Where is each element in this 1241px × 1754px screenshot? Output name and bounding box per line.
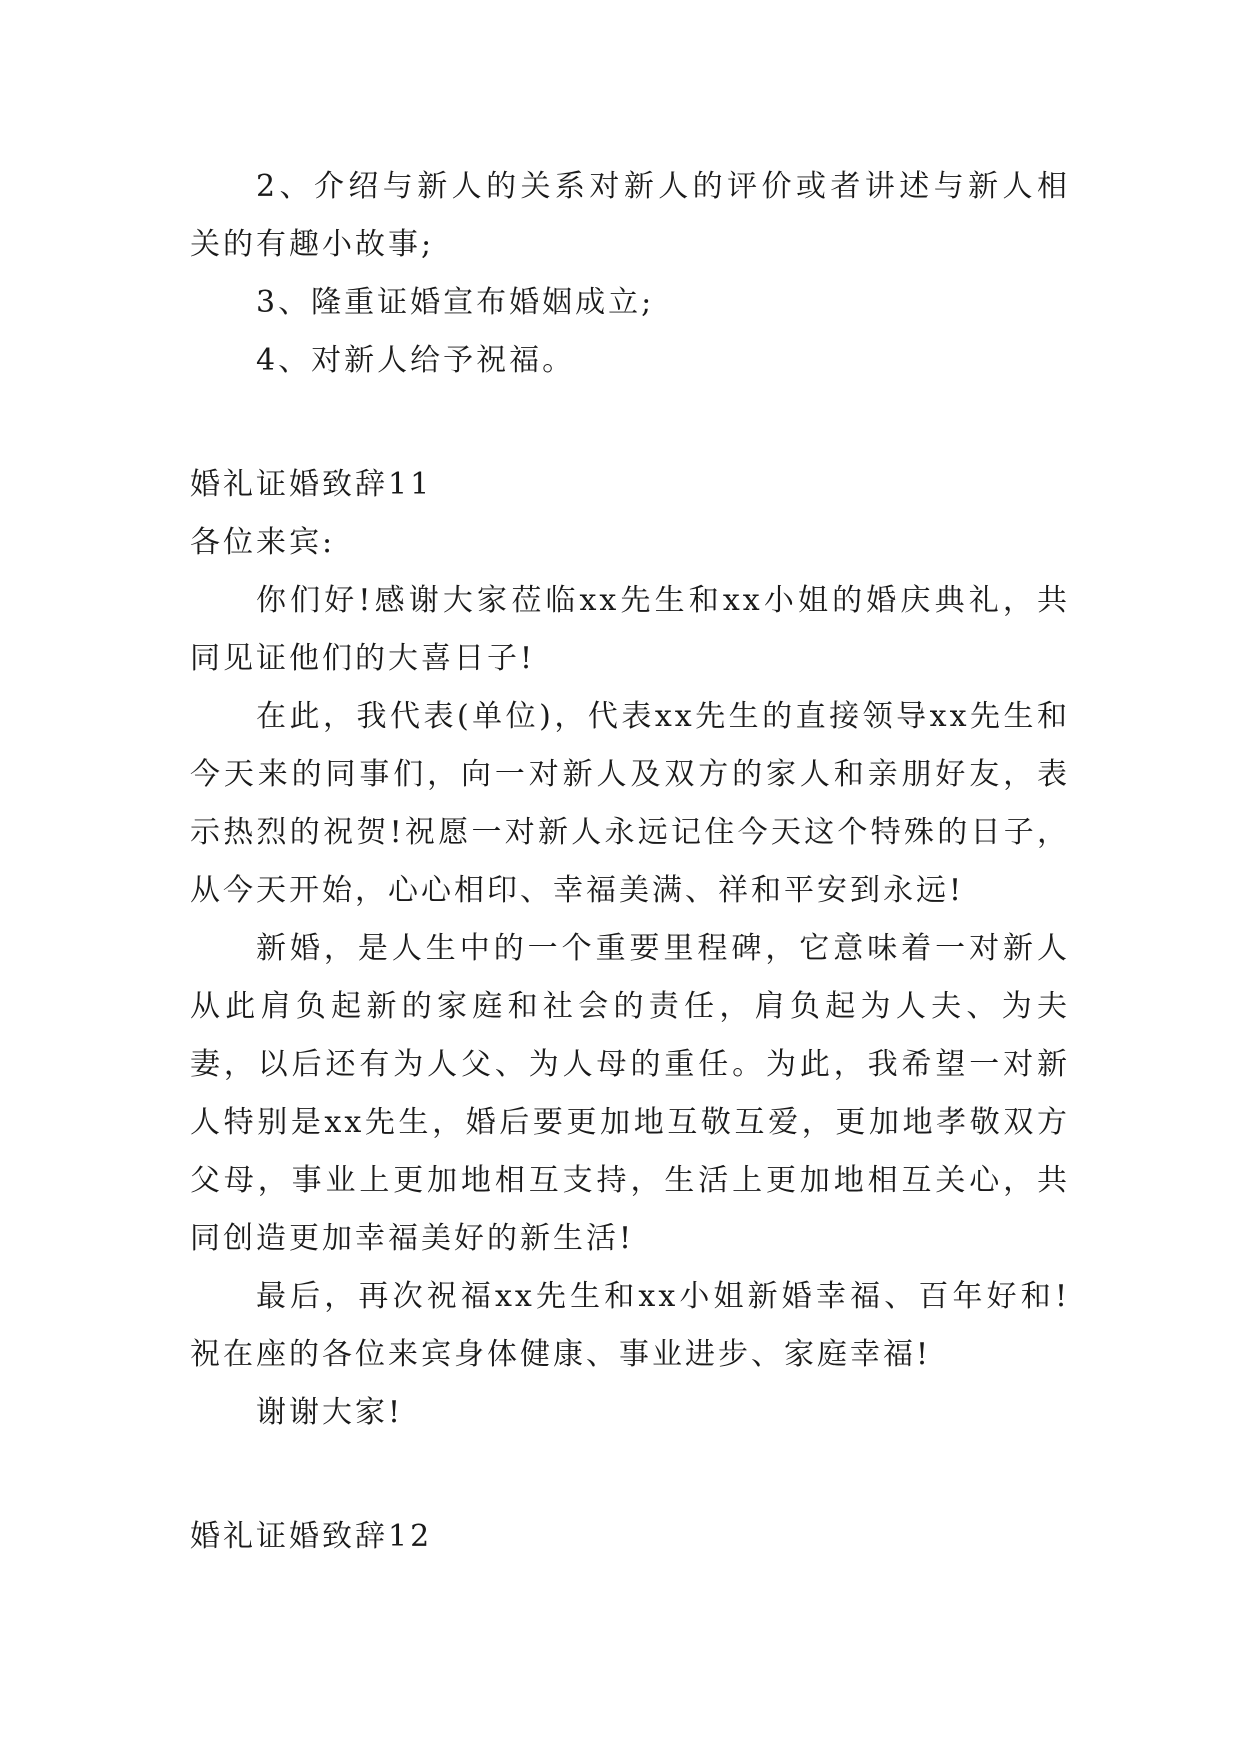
list-item-4: 4、对新人给予祝福。 [256, 343, 576, 378]
section-11-closing: 谢谢大家! [256, 1395, 404, 1430]
section-12-title: 婚礼证婚致辞12 [190, 1519, 433, 1554]
section-11-paragraph: 新婚，是人生中的一个重要里程碑，它意味着一对新人从此肩负起新的家庭和社会的责任，肩负起为人夫、为夫妻，以后还有为人父、为人母的重任。为此，我希望一对新人特别是xx先生，婚后要更加地互敬互爱，更加地孝敬双方父母，事业上更加地相互支持，生活上更加地相互关心，共同创造更加幸福美好的新生活! [190, 931, 1070, 1256]
document-body [190, 158, 1070, 1566]
section-11-salutation: 各位来宾: [190, 525, 336, 560]
section-11-paragraph: 你们好!感谢大家莅临xx先生和xx小姐的婚庆典礼，共同见证他们的大喜日子! [190, 583, 1070, 676]
list-item-3: 3、隆重证婚宣布婚姻成立; [256, 285, 655, 320]
section-11-title: 婚礼证婚致辞11 [190, 467, 433, 502]
list-item-2: 2、介绍与新人的关系对新人的评价或者讲述与新人相关的有趣小故事; [190, 169, 1070, 262]
section-11-paragraph: 在此，我代表(单位)，代表xx先生的直接领导xx先生和今天来的同事们，向一对新人及双方的家人和亲朋好友，表示热烈的祝贺!祝愿一对新人永远记住今天这个特殊的日子，从今天开始，心心相印、幸福美满、祥和平安到永远! [190, 699, 1070, 908]
section-11-paragraph: 最后，再次祝福xx先生和xx小姐新婚幸福、百年好和!祝在座的各位来宾身体健康、事业进步、家庭幸福! [190, 1279, 1070, 1372]
